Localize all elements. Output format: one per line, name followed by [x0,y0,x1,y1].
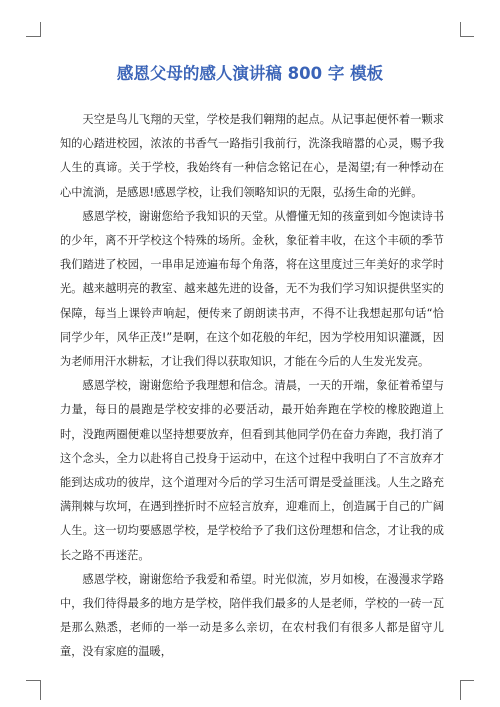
crop-mark-top-left [26,36,40,37]
paragraph: 感恩学校，谢谢您给予我爱和希望。时光似流，岁月如梭，在漫漫求学路中，我们待得最多的地方是学校，陪伴我们最多的人是老师，学校的一砖一瓦是那么熟悉，老师的一举一动是多么亲切，在农村我们有很多人都是留守儿童，没有家庭的温暖， [60,572,444,659]
document-title: 感恩父母的感人演讲稿 800 字 模板 [116,64,384,83]
paragraph: 天空是鸟儿飞翔的天堂，学校是我们翱翔的起点。从记事起便怀着一颗求知的心踏进校园，浓浓的书香气一路指引我前行，洗涤我暗嚣的心灵，赐予我人生的真谛。关于学校，我始终有一种信念铭记在心，是渴望;有一种悸动在心中流淌，是感恩!感恩学校，让我们领略知识的无限，弘扬生命的光鲜。 [60,113,444,199]
crop-mark-top-right [460,22,461,37]
crop-mark-bottom-right [460,680,474,681]
paragraph: 感恩学校，谢谢您给予我理想和信念。清晨，一天的开端，象征着希望与力量，每日的晨跑是学校安排的必要活动，最开始奔跑在学校的橡胶跑道上时，没跑两圈便难以坚持想要放弃，但看到其他同学仍在奋力奔跑，我打消了这个念头，全力以赴将自己投身于运动中，在这个过程中我明白了不言放弃才能到达成功的彼岸，这个道理对今后的学习生活可谓是受益匪浅。人生之路充满荆棘与坎坷，在遇到挫折时不应轻言放弃，迎难而上，创造属于自己的广阔人生。这一切均要感恩学校，是学校给予了我们这份理想和信念，才让我的成长之路不再迷茫。 [60,379,444,562]
crop-mark-top-left [40,22,41,37]
crop-mark-bottom-left [40,680,41,700]
crop-mark-top-right [460,36,474,37]
crop-mark-bottom-right [460,680,461,700]
crop-mark-bottom-left [26,680,40,681]
document-body [60,108,444,665]
paragraph: 感恩学校，谢谢您给予我知识的天堂。从懵懂无知的孩童到如今饱读诗书的少年，离不开学校这个特殊的场所。金秋，象征着丰收，在这个丰硕的季节我们踏进了校园，一串串足迹遍布每个角落，将在这里度过三年美好的求学时光。越来越明亮的教室、越来越先进的设备，无不为我们学习知识提供坚实的保障，每当上课铃声响起，便传来了朗朗读书声，不得不让我想起那句话“恰同学少年，风华正茂!”是啊，在这个如花般的年纪，因为学校用知识灌溉，因为老师用汗水耕耘，才让我们得以获取知识，才能在今后的人生发光发亮。 [60,209,444,369]
